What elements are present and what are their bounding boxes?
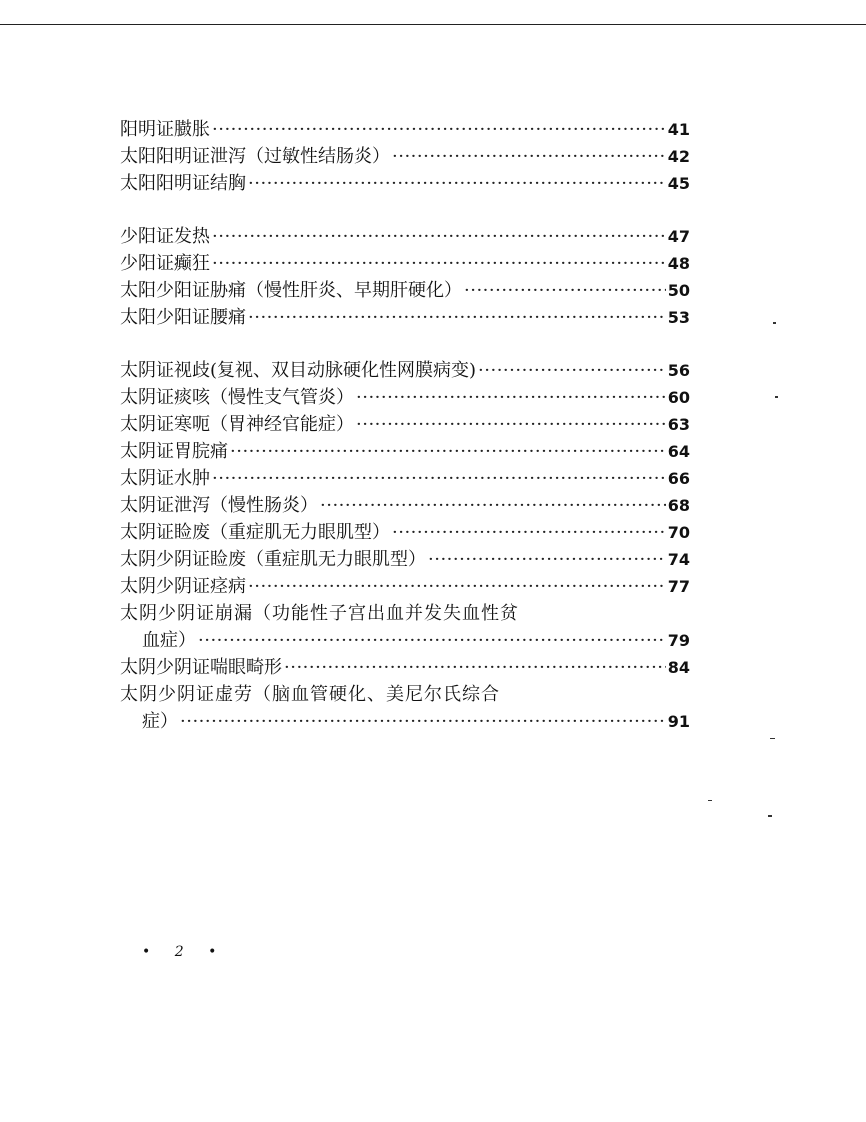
- scan-speck: [770, 738, 775, 739]
- entry-page: 42: [667, 147, 690, 166]
- scan-speck: [768, 815, 772, 817]
- dot-leader: [428, 546, 666, 573]
- toc-entry[interactable]: [120, 438, 690, 465]
- dot-leader: [212, 223, 666, 250]
- toc-entry[interactable]: [120, 170, 690, 197]
- dot-leader: [212, 465, 666, 492]
- entry-page: 79: [667, 631, 690, 650]
- entry-title: 太阴证水肿: [120, 468, 210, 489]
- dot-leader: [284, 654, 666, 681]
- entry-title: 少阳证发热: [120, 226, 210, 247]
- toc-entry[interactable]: [120, 116, 690, 143]
- entry-title: 症）: [142, 711, 178, 732]
- scan-speck: [708, 800, 712, 801]
- toc-entry[interactable]: [120, 223, 690, 250]
- entry-page: 84: [667, 658, 690, 677]
- entry-title: 阳明证臌胀: [120, 119, 210, 140]
- toc-group-1: [120, 116, 690, 197]
- entry-title: 太阴少阴证睑废（重症肌无力眼肌型）: [120, 549, 426, 570]
- toc-entry-line1[interactable]: 太阴少阴证虚劳（脑血管硬化、美尼尔氏综合: [120, 684, 500, 705]
- dot-leader: [212, 250, 666, 277]
- page-number: • 2 •: [142, 944, 227, 960]
- dot-leader: [212, 116, 666, 143]
- entry-page: 74: [667, 550, 690, 569]
- dot-leader: [248, 170, 666, 197]
- dot-leader: [478, 357, 666, 384]
- entry-title: 太阴证寒呃（胃神经官能症）: [120, 414, 354, 435]
- toc-entry[interactable]: [120, 708, 690, 735]
- dot-leader: [198, 627, 666, 654]
- entry-page: 56: [667, 361, 690, 380]
- toc-group-3: [120, 357, 690, 735]
- entry-title: 太阴证痰咳（慢性支气管炎）: [120, 387, 354, 408]
- entry-title: 太阴证睑废（重症肌无力眼肌型）: [120, 522, 390, 543]
- toc-entry[interactable]: [120, 143, 690, 170]
- entry-title: 太阳阳明证泄泻（过敏性结肠炎）: [120, 146, 390, 167]
- entry-page: 60: [667, 388, 690, 407]
- toc-entry-line1[interactable]: 太阴少阴证崩漏（功能性子宫出血并发失血性贫: [120, 603, 519, 624]
- toc-entry[interactable]: [120, 465, 690, 492]
- entry-page: 91: [667, 712, 690, 731]
- dot-leader: [464, 277, 666, 304]
- toc-entry[interactable]: [120, 654, 690, 681]
- entry-page: 66: [667, 469, 690, 488]
- dot-leader: [248, 304, 666, 331]
- entry-page: 53: [667, 308, 690, 327]
- toc-entry[interactable]: [120, 384, 690, 411]
- entry-title: 太阴证视歧(复视、双目动脉硬化性网膜病变): [120, 360, 477, 381]
- entry-page: 47: [667, 227, 690, 246]
- entry-title: 少阳证癫狂: [120, 253, 210, 274]
- toc-entry[interactable]: [120, 411, 690, 438]
- toc-entry[interactable]: [120, 277, 690, 304]
- toc-entry[interactable]: [120, 492, 690, 519]
- dot-leader: [320, 492, 666, 519]
- entry-page: 70: [667, 523, 690, 542]
- entry-page: 41: [667, 120, 690, 139]
- toc-entry[interactable]: [120, 250, 690, 277]
- toc-entry[interactable]: [120, 627, 690, 654]
- dot-leader: [356, 384, 666, 411]
- entry-page: 48: [667, 254, 690, 273]
- dot-leader: [392, 519, 666, 546]
- scan-speck: [773, 322, 776, 324]
- toc-entry[interactable]: [120, 573, 690, 600]
- dot-leader: [392, 143, 666, 170]
- entry-page: 77: [667, 577, 690, 596]
- top-rule: [0, 24, 866, 25]
- toc-entry[interactable]: [120, 304, 690, 331]
- dot-leader: [230, 438, 666, 465]
- entry-title: 太阳阳明证结胸: [120, 173, 246, 194]
- entry-page: 45: [667, 174, 690, 193]
- toc-entry[interactable]: [120, 357, 690, 384]
- entry-title: 血症）: [142, 630, 196, 651]
- toc-entry[interactable]: [120, 546, 690, 573]
- entry-page: 63: [667, 415, 690, 434]
- dot-leader: [356, 411, 666, 438]
- toc-entry[interactable]: [120, 519, 690, 546]
- table-of-contents: [120, 116, 690, 735]
- entry-title: 太阴少阴证痉病: [120, 576, 246, 597]
- entry-page: 50: [667, 281, 690, 300]
- dot-leader: [180, 708, 666, 735]
- entry-title: 太阴少阴证喘眼畸形: [120, 657, 282, 678]
- entry-page: 64: [667, 442, 690, 461]
- entry-page: 68: [667, 496, 690, 515]
- dot-leader: [248, 573, 666, 600]
- toc-group-2: [120, 223, 690, 331]
- entry-title: 太阳少阳证胁痛（慢性肝炎、早期肝硬化）: [120, 280, 462, 301]
- scan-speck: [775, 396, 778, 398]
- entry-title: 太阴证泄泻（慢性肠炎）: [120, 495, 318, 516]
- entry-title: 太阴证胃脘痛: [120, 441, 228, 462]
- entry-title: 太阳少阳证腰痛: [120, 307, 246, 328]
